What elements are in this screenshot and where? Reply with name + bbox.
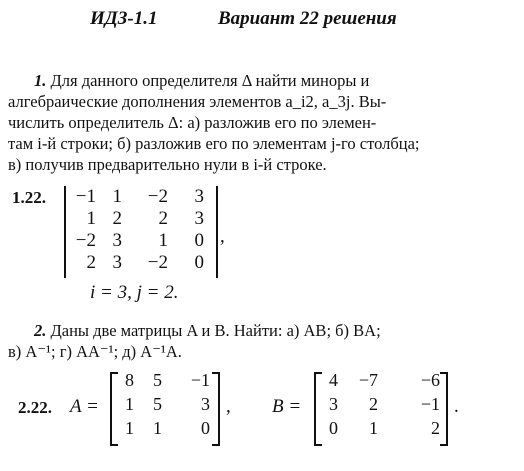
determinant-cell: 1 xyxy=(158,230,168,251)
matrix-a-cell: 1 xyxy=(153,418,162,438)
matrix-a-right-bracket xyxy=(212,372,220,446)
task1-line-2: алгебраические дополнения элементов a_i2, a_3j. Вы- xyxy=(8,92,387,111)
matrix-b-cell: 2 xyxy=(369,394,378,414)
task1-line-1: Для данного определителя Δ найти миноры и xyxy=(50,71,370,90)
determinant-cell: 3 xyxy=(112,252,122,273)
determinant-cell: 2 xyxy=(86,252,96,273)
task1-line-5: в) получив предварительно нули в i-й строке. xyxy=(8,155,327,174)
task1-line-3: числить определитель Δ: а) разложив его по элемен- xyxy=(8,113,377,132)
matrix-a-cell: 1 xyxy=(125,394,134,414)
matrix-a-cell: 0 xyxy=(201,418,210,438)
determinant-cell: −2 xyxy=(147,252,168,273)
matrix-a-cell: −1 xyxy=(190,370,210,390)
task2-number: 2. xyxy=(34,321,47,340)
determinant-cell: 3 xyxy=(194,186,204,207)
matrix-b-cell: −7 xyxy=(358,370,378,390)
matrix-a-cell: 1 xyxy=(125,418,134,438)
determinant-cell: 0 xyxy=(194,252,204,273)
task2-line-2: в) A⁻¹; г) AA⁻¹; д) A⁻¹A. xyxy=(8,342,182,361)
task1-text xyxy=(8,70,512,175)
matrix-b-cell: −1 xyxy=(420,394,440,414)
determinant-comma: , xyxy=(220,226,225,247)
matrix-a-cell: 5 xyxy=(153,370,162,390)
determinant-cell: 3 xyxy=(194,208,204,229)
determinant-cell: 2 xyxy=(112,208,122,229)
task2-text xyxy=(8,320,512,362)
determinant-cell: 1 xyxy=(86,208,96,229)
matrix-b-period: . xyxy=(454,396,459,417)
matrix-b-cell: 0 xyxy=(329,418,338,438)
matrix-b-cell: 3 xyxy=(329,394,338,414)
matrix-a-cell: 5 xyxy=(153,394,162,414)
matrix-a-name: A = xyxy=(70,396,99,417)
determinant-cell: 0 xyxy=(194,230,204,251)
matrix-a-cell: 3 xyxy=(201,394,210,414)
matrix-b-name: B = xyxy=(272,396,302,417)
matrix-b-cell: −6 xyxy=(420,370,440,390)
matrix-b-cell: 2 xyxy=(431,418,440,438)
determinant-cell: 3 xyxy=(112,230,122,251)
matrix-b-cell: 1 xyxy=(369,418,378,438)
task1-number: 1. xyxy=(34,71,47,90)
determinant-cell: 1 xyxy=(112,186,122,207)
determinant-cell: −2 xyxy=(75,230,96,251)
determinant-cell: −1 xyxy=(75,186,96,207)
matrix-b xyxy=(314,372,448,444)
matrix-a-cell: 8 xyxy=(125,370,134,390)
task2-line-1: Даны две матрицы A и B. Найти: а) AB; б) BA; xyxy=(50,321,381,340)
matrix-b-right-bracket xyxy=(440,372,448,446)
task1-variant-label: 1.22. xyxy=(12,188,46,207)
determinant xyxy=(64,186,218,278)
determinant-cell: 2 xyxy=(158,208,168,229)
doc-code: ИДЗ-1.1 xyxy=(90,8,158,29)
determinant-cell: −2 xyxy=(147,186,168,207)
matrix-a xyxy=(110,372,220,444)
variant-title: Вариант 22 решения xyxy=(218,8,397,29)
matrix-b-cell: 4 xyxy=(329,370,338,390)
matrix-a-comma: , xyxy=(226,396,231,417)
task2-variant-label: 2.22. xyxy=(18,398,52,417)
task1-condition: i = 3, j = 2. xyxy=(90,282,179,303)
task1-line-4: там i-й строки; б) разложив его по элементам j-го столбца; xyxy=(8,134,420,153)
